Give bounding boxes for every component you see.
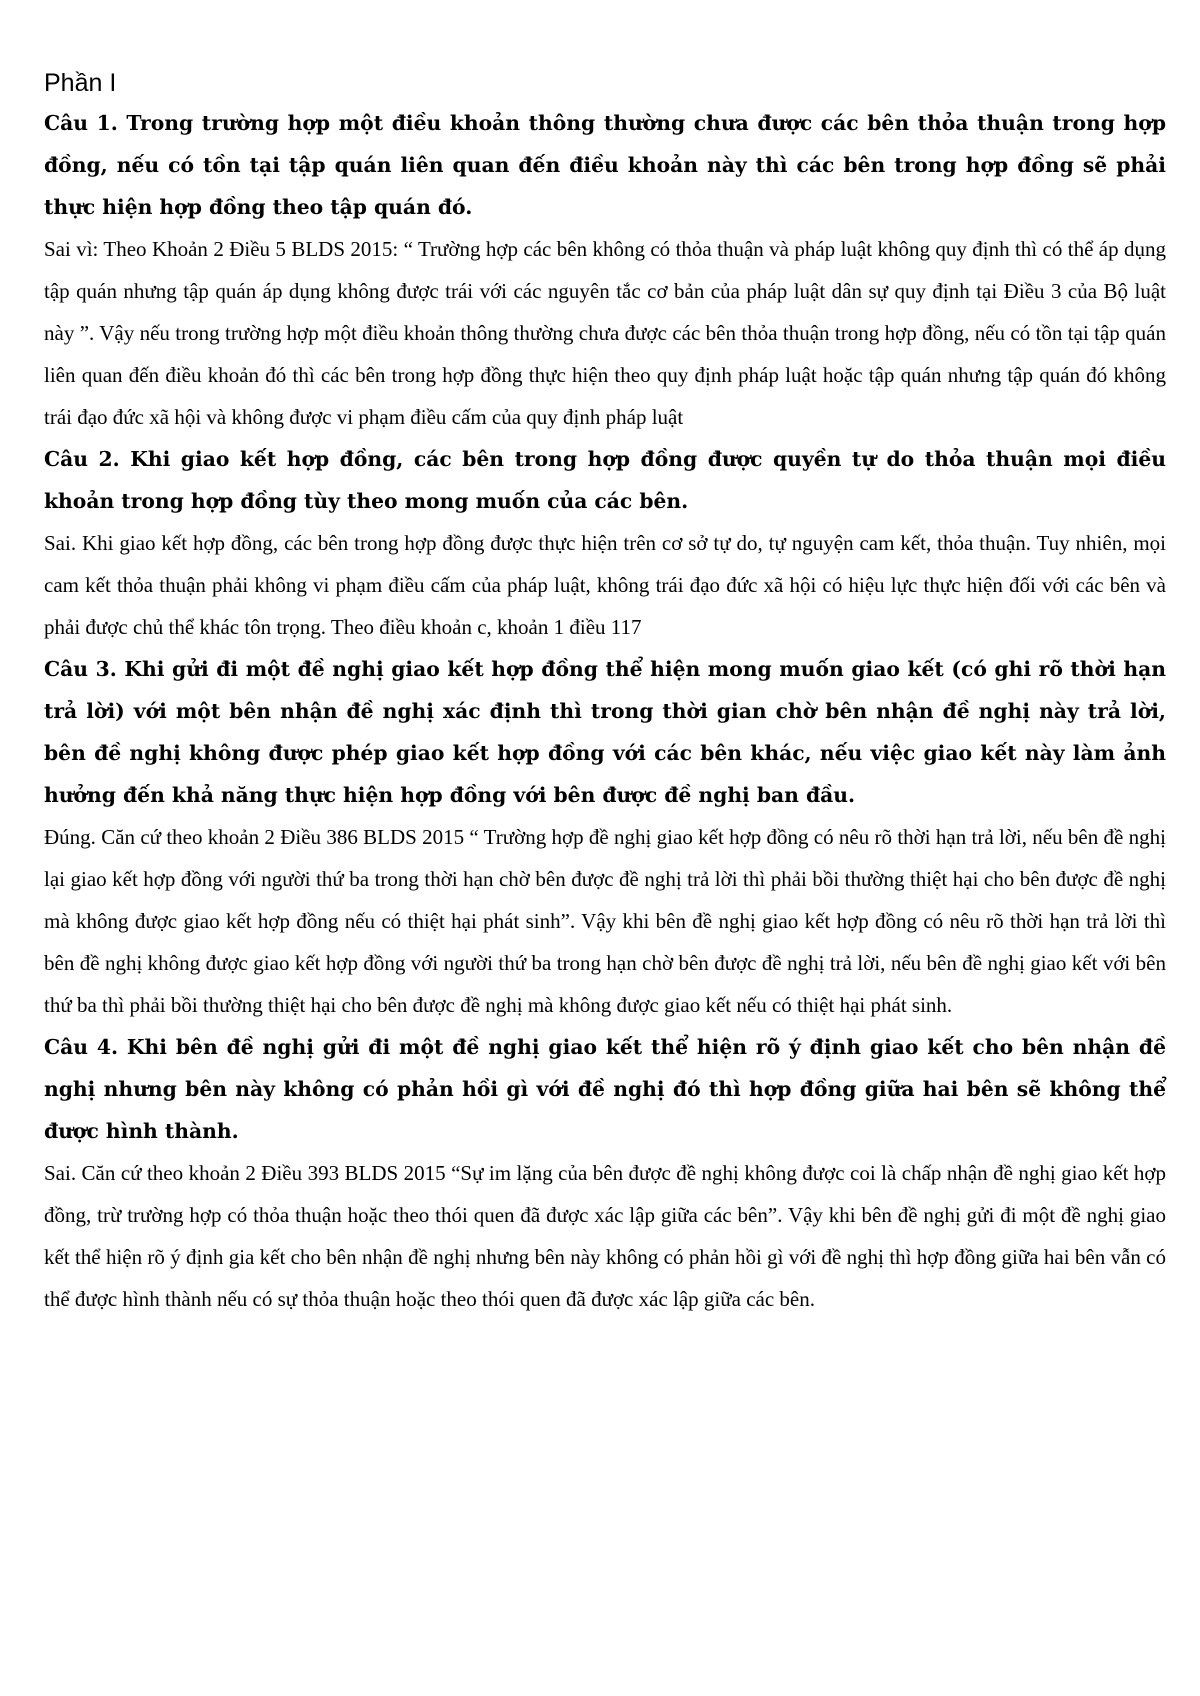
question-4: Câu 4. Khi bên đề nghị gửi đi một đề nghị giao kết thể hiện rõ ý định giao kết cho bên nhận đề nghị nhưng bên này không có phản hồi gì với đề nghị đó thì hợp đồng giữa hai bên sẽ không thể được hình thành.: [44, 1035, 1166, 1143]
document-page: [44, 68, 1166, 1320]
question-3: Câu 3. Khi gửi đi một đề nghị giao kết hợp đồng thể hiện mong muốn giao kết (có ghi rõ thời hạn trả lời) với một bên nhận đề nghị xác định thì trong thời gian chờ bên nhận đề nghị này trả lời, bên đề nghị không được phép giao kết hợp đồng với các bên khác, nếu việc giao kết này làm ảnh hưởng đến khả năng thực hiện hợp đồng với bên được đề nghị ban đầu.: [44, 657, 1166, 807]
section-title: Phần I: [44, 69, 117, 97]
answer-1: Sai vì: Theo Khoản 2 Điều 5 BLDS 2015: “ Trường hợp các bên không có thỏa thuận và pháp luật không quy định thì có thể áp dụng tập quán nhưng tập quán áp dụng không được trái với các nguyên tắc cơ bản của pháp luật dân sự quy định tại Điều 3 của Bộ luật này ”. Vậy nếu trong trường hợp một điều khoản thông thường chưa được các bên thỏa thuận trong hợp đồng, nếu có tồn tại tập quán liên quan đến điều khoản đó thì các bên trong hợp đồng thực hiện theo quy định pháp luật hoặc tập quán nhưng tập quán đó không trái đạo đức xã hội và không được vi phạm điều cấm của quy định pháp luật: [44, 237, 1166, 429]
answer-4: Sai. Căn cứ theo khoản 2 Điều 393 BLDS 2015 “Sự im lặng của bên được đề nghị không được coi là chấp nhận đề nghị giao kết hợp đồng, trừ trường hợp có thỏa thuận hoặc theo thói quen đã được xác lập giữa các bên”. Vậy khi bên đề nghị gửi đi một đề nghị giao kết thể hiện rõ ý định gia kết cho bên nhận đề nghị nhưng bên này không có phản hồi gì với đề nghị thì hợp đồng giữa hai bên vẫn có thể được hình thành nếu có sự thỏa thuận hoặc theo thói quen đã được xác lập giữa các bên.: [44, 1161, 1166, 1311]
question-1: Câu 1. Trong trường hợp một điều khoản thông thường chưa được các bên thỏa thuận trong hợp đồng, nếu có tồn tại tập quán liên quan đến điều khoản này thì các bên trong hợp đồng sẽ phải thực hiện hợp đồng theo tập quán đó.: [44, 111, 1166, 219]
question-2: Câu 2. Khi giao kết hợp đồng, các bên trong hợp đồng được quyền tự do thỏa thuận mọi điều khoản trong hợp đồng tùy theo mong muốn của các bên.: [44, 447, 1166, 513]
answer-2: Sai. Khi giao kết hợp đồng, các bên trong hợp đồng được thực hiện trên cơ sở tự do, tự nguyện cam kết, thỏa thuận. Tuy nhiên, mọi cam kết thỏa thuận phải không vi phạm điều cấm của pháp luật, không trái đạo đức xã hội có hiệu lực thực hiện đối với các bên và phải được chủ thể khác tôn trọng. Theo điều khoản c, khoản 1 điều 117: [44, 531, 1166, 639]
answer-3: Đúng. Căn cứ theo khoản 2 Điều 386 BLDS 2015 “ Trường hợp đề nghị giao kết hợp đồng có nêu rõ thời hạn trả lời, nếu bên đề nghị lại giao kết hợp đồng với người thứ ba trong thời hạn chờ bên được đề nghị trả lời thì phải bồi thường thiệt hại cho bên được đề nghị mà không được giao kết hợp đồng nếu có thiệt hại phát sinh”. Vậy khi bên đề nghị giao kết hợp đồng có nêu rõ thời hạn trả lời thì bên đề nghị không được giao kết hợp đồng với người thứ ba trong hạn chờ bên được đề nghị trả lời, nếu bên đề nghị giao kết với bên thứ ba thì phải bồi thường thiệt hại cho bên được đề nghị mà không được giao kết nếu có thiệt hại phát sinh.: [44, 825, 1166, 1017]
